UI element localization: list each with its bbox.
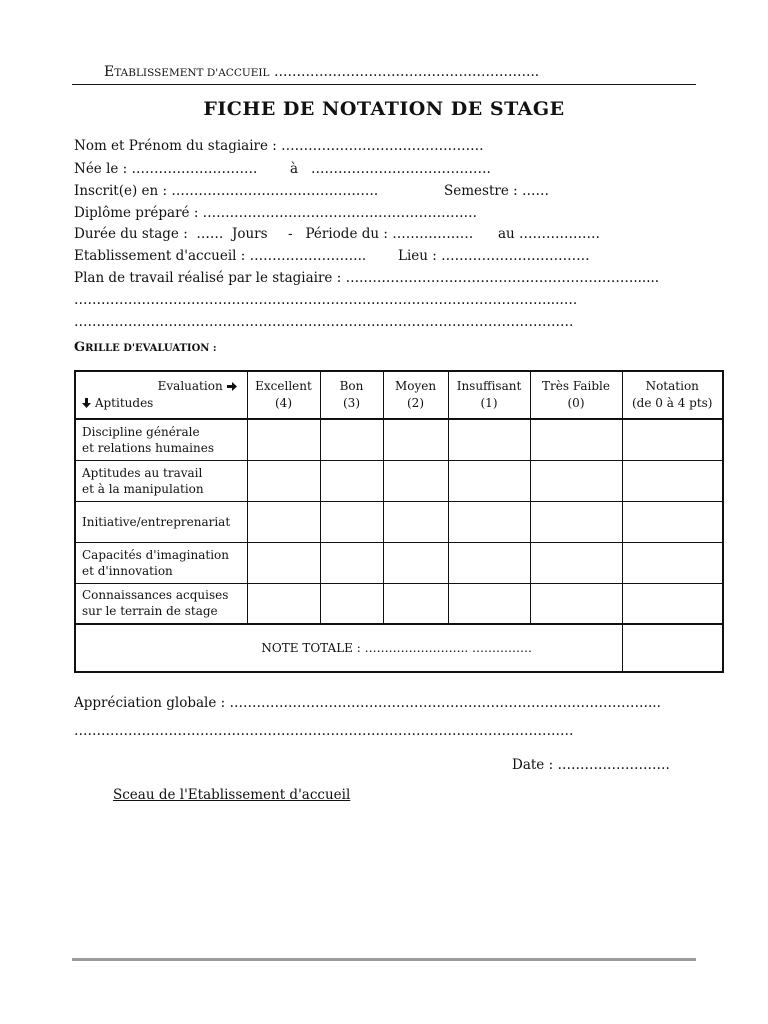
field-periode (288, 226, 473, 242)
row-line-1: Discipline générale (82, 424, 200, 439)
field-lieu-label: Lieu : (398, 248, 437, 264)
total-value-cell[interactable] (622, 624, 723, 672)
field-plan-label: Plan de travail réalisé par le stagiaire : (74, 270, 342, 286)
field-duree-dots: …… (196, 226, 224, 242)
arrow-down-icon (82, 398, 91, 408)
col-label: Notation (645, 379, 699, 393)
field-nom (74, 138, 484, 154)
field-nee-a-dots: …………………………………. (310, 161, 491, 177)
field-lieu-dots: …………………………… (441, 248, 590, 264)
field-plan (74, 270, 659, 286)
field-au-dots: ……………… (519, 226, 601, 242)
field-duree-label: Durée du stage : (74, 226, 188, 242)
corner-evaluation (82, 378, 241, 395)
grid-cell[interactable] (383, 583, 448, 624)
row-label-imagination (75, 542, 247, 583)
grid-cell[interactable] (247, 501, 320, 542)
field-etab-dots: …………………….. (249, 248, 367, 264)
col-header-moyen (383, 371, 448, 419)
field-inscrit (74, 183, 378, 199)
total-label-cell (75, 624, 622, 672)
grid-cell[interactable] (448, 542, 530, 583)
table-row (75, 419, 723, 460)
table-row (75, 583, 723, 624)
grid-cell[interactable] (383, 419, 448, 460)
col-label: Très Faible (542, 379, 610, 393)
grid-cell[interactable] (320, 419, 383, 460)
field-nee-dots: ………………………. (131, 161, 258, 177)
field-semestre-dots: …… (521, 183, 549, 199)
grid-section-rest: RILLE D'EVALUATION : (85, 343, 217, 354)
field-inscrit-dots: ………………………………………. (171, 183, 379, 199)
grid-cell[interactable] (448, 583, 530, 624)
seal-label: Sceau de l'Etablissement d'accueil (113, 787, 351, 803)
total-label: NOTE TOTALE : (261, 641, 361, 655)
field-periode-au (498, 226, 600, 242)
row-label-connaissances (75, 583, 247, 624)
notation-cell[interactable] (622, 501, 723, 542)
row-line-1: Connaissances acquises (82, 588, 229, 603)
col-score: (1) (480, 396, 498, 410)
appreciation-dots: …………………………………………………………………………………... (229, 695, 661, 711)
col-score: (4) (275, 396, 292, 410)
col-header-excellent (247, 371, 320, 419)
header-establishment (104, 64, 539, 80)
header-dots: ………………………………………………….. (273, 64, 540, 80)
grid-cell[interactable] (530, 460, 622, 501)
table-row (75, 542, 723, 583)
row-line-1: Capacités d'imagination (82, 547, 229, 562)
field-nom-dots: ……………………………………… (281, 138, 484, 154)
notation-cell[interactable] (622, 419, 723, 460)
grid-cell[interactable] (448, 460, 530, 501)
field-plan-line-2: ……………………………………………………………………………………………...…. (74, 292, 578, 308)
col-header-notation (622, 371, 723, 419)
field-diplome-label: Diplôme préparé : (74, 205, 199, 221)
grid-cell[interactable] (320, 460, 383, 501)
grid-header-row (75, 371, 723, 419)
col-header-insuffisant (448, 371, 530, 419)
notation-cell[interactable] (622, 460, 723, 501)
field-periode-label: Période du : (305, 226, 388, 242)
footer-rule (72, 958, 696, 961)
field-nee-label: Née le : (74, 161, 128, 177)
page-title: FICHE DE NOTATION DE STAGE (203, 98, 565, 120)
field-date (512, 757, 670, 773)
header-label-initial: E (104, 64, 115, 80)
col-label: Insuffisant (456, 379, 522, 393)
row-line-2: et d'innovation (82, 563, 173, 578)
table-row (75, 501, 723, 542)
evaluation-grid (74, 370, 724, 673)
field-duree (74, 226, 268, 242)
grid-corner-cell (75, 371, 247, 419)
field-etab-label: Etablissement d'accueil : (74, 248, 246, 264)
grid-cell[interactable] (247, 542, 320, 583)
row-label-initiative (75, 501, 247, 542)
row-line-1: Initiative/entreprenariat (82, 514, 231, 529)
grid-cell[interactable] (448, 501, 530, 542)
col-label: Bon (339, 379, 364, 393)
grid-cell[interactable] (383, 501, 448, 542)
field-nee (74, 161, 257, 177)
field-semestre (444, 183, 549, 199)
grid-cell[interactable] (448, 419, 530, 460)
total-dots: …………………….. …………… (364, 641, 533, 655)
grid-cell[interactable] (320, 583, 383, 624)
row-label-aptitudes-travail (75, 460, 247, 501)
field-inscrit-label: Inscrit(e) en : (74, 183, 168, 199)
grid-cell[interactable] (247, 419, 320, 460)
row-label-discipline (75, 419, 247, 460)
field-diplome (74, 205, 477, 221)
field-appreciation (74, 695, 661, 711)
arrow-right-icon (227, 382, 237, 391)
row-line-2: sur le terrain de stage (82, 604, 218, 619)
col-label: Moyen (394, 379, 437, 393)
grid-section-initial: G (74, 340, 86, 355)
grid-cell[interactable] (320, 542, 383, 583)
grid-cell[interactable] (383, 460, 448, 501)
field-nee-place (290, 161, 491, 177)
header-rule (72, 84, 696, 85)
grid-cell[interactable] (530, 419, 622, 460)
field-periode-dots: ……………… (392, 226, 474, 242)
field-au-label: au (498, 226, 515, 242)
field-etablissement (74, 248, 366, 264)
grid-cell[interactable] (530, 542, 622, 583)
col-score: (0) (567, 396, 585, 410)
header-label-rest: TABLISSEMENT D'ACCUEIL (114, 67, 270, 79)
field-lieu (398, 248, 590, 264)
grid-cell[interactable] (530, 583, 622, 624)
notation-cell[interactable] (622, 583, 723, 624)
field-diplome-dots: ……………………………………………………. (202, 205, 477, 221)
col-header-bon (320, 371, 383, 419)
field-nee-a-label: à (290, 161, 299, 177)
col-score: (2) (407, 396, 424, 410)
grid-cell[interactable] (247, 583, 320, 624)
corner-aptitudes-label: Aptitudes (94, 396, 154, 410)
field-plan-dots: ….……………………………………………………...... (345, 270, 660, 286)
col-score: (de 0 à 4 pts) (632, 396, 713, 410)
col-label: Excellent (255, 379, 312, 393)
row-line-2: et relations humaines (82, 440, 214, 455)
col-score: (3) (343, 396, 360, 410)
appreciation-line-2: ………………………………………………………………………………………………… (74, 723, 574, 739)
grid-cell[interactable] (247, 460, 320, 501)
col-header-tres-faible (530, 371, 622, 419)
appreciation-label: Appréciation globale : (74, 695, 226, 711)
field-semestre-label: Semestre : (444, 183, 518, 199)
corner-aptitudes (82, 395, 241, 412)
table-row (75, 460, 723, 501)
field-plan-line-3: ………………………………………………………………………………………………… (74, 314, 574, 330)
grid-cell[interactable] (320, 501, 383, 542)
date-label: Date : (512, 757, 554, 773)
date-dots: ……………………. (557, 757, 670, 773)
grid-cell[interactable] (530, 501, 622, 542)
row-line-2: et à la manipulation (82, 481, 204, 496)
row-line-1: Aptitudes au travail (82, 465, 203, 480)
grid-cell[interactable] (383, 542, 448, 583)
notation-cell[interactable] (622, 542, 723, 583)
grid-section-heading (74, 340, 217, 355)
field-duree-jours: Jours (231, 226, 268, 242)
total-row (75, 624, 723, 672)
corner-evaluation-label: Evaluation (157, 379, 223, 393)
field-periode-dash: - (288, 226, 293, 242)
field-nom-label: Nom et Prénom du stagiaire : (74, 138, 277, 154)
